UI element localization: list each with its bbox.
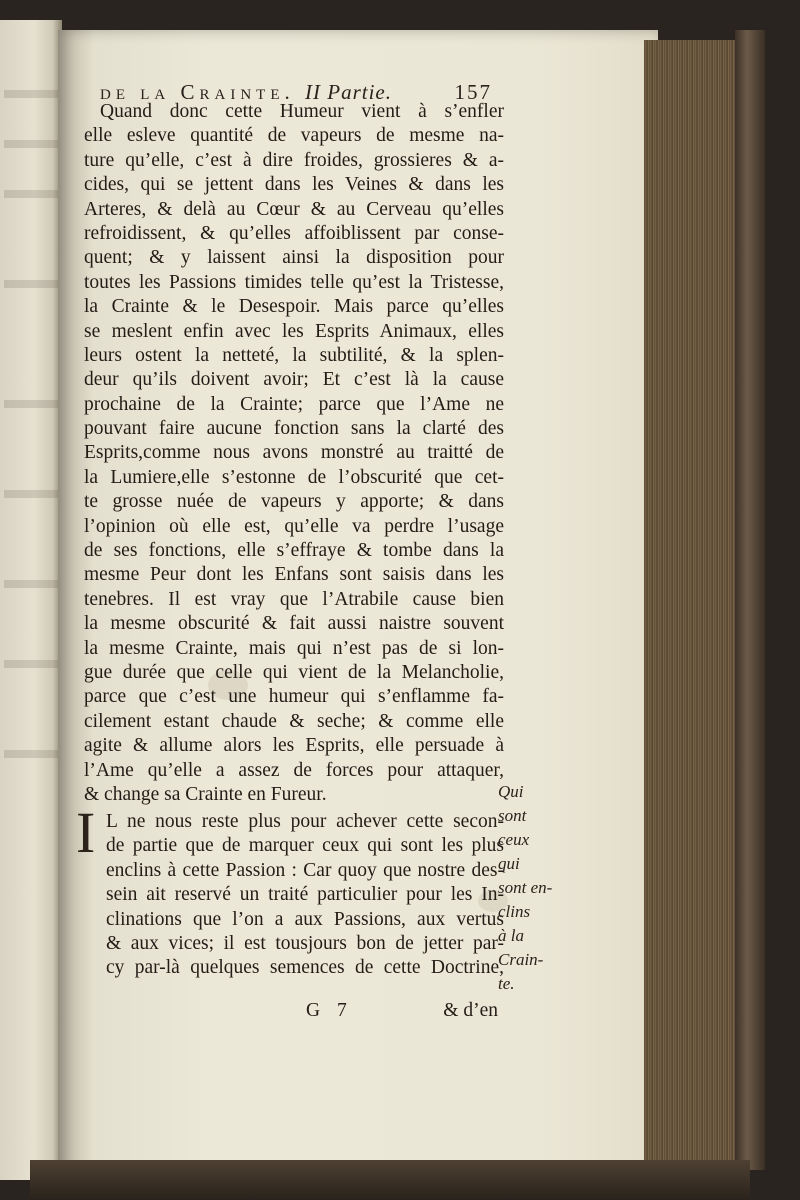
text-line: deur qu’ils doivent avoir; Et c’est là la cause [84,369,504,391]
marginal-note [498,780,558,996]
margin-word: sont [498,806,527,825]
margin-word: sont en- [498,878,553,897]
text-line: te grosse nuée de vapeurs y apporte; & dans [84,491,504,513]
second-paragraph [76,800,504,981]
text-line: cilement estant chaude & seche; & comme elle [84,710,504,732]
text-line: gue durée que celle qui vient de la Melancholie, [84,661,504,683]
text-line: ture qu’elle, c’est à dire froides, grossieres & a- [84,149,504,171]
running-head-part: II Partie. [305,80,392,104]
margin-word: clins [498,902,531,921]
text-line: L ne nous reste plus pour achever cette secon- [106,811,504,832]
text-line: la mesme obscurité & fait aussi naistre souvent [84,613,504,635]
text-line: cides, qui se jettent dans les Veines & dans les [84,174,504,196]
text-line: mesme Peur dont les Enfans sont saisis dans les [84,564,504,586]
text-line: pouvant faire aucune fonction sans la clarté des [84,418,504,440]
margin-word: qui [498,854,520,873]
text-line: Arteres, & delà au Cœur & au Cerveau qu’elles [84,198,504,220]
signature-mark: G 7 [306,1000,353,1021]
text-line: la Crainte & le Desespoir. Mais parce qu’elles [84,296,504,318]
margin-word: Qui [498,782,524,801]
text-line: toutes les Passions timides telle qu’est la Tristesse, [84,271,504,293]
text-line: l’Ame qu’elle a assez de forces pour attaquer, [84,759,504,781]
margin-word: Crain- [498,950,544,969]
text-line: clinations que l’on a aux Passions, aux vertus [106,908,504,930]
text-line: Quand donc cette Humeur vient à s’enfler [100,101,504,122]
text-line: cy par-là quelques semences de cette Doctrine, [106,957,504,979]
page-footer [84,1000,504,1022]
text-line: l’opinion où elle est, qu’elle va perdre l’usage [84,515,504,537]
text-line: la Lumiere,elle s’estonne de l’obscurité que cet- [84,466,504,488]
margin-word: ceux [498,830,530,849]
text-line: tenebres. Il est vray que l’Atrabile cause bien [84,588,504,610]
margin-word: à la [498,926,524,945]
text-line: agite & allume alors les Esprits, elle persuade à [84,735,504,757]
page-number: 157 [454,80,492,104]
text-line: leurs ostent la netteté, la subtilité, & la splen- [84,344,504,366]
margin-word: te. [498,974,515,993]
drop-cap: I [76,800,96,865]
text-line: se meslent enfin avec les Esprits Animaux, elles [84,320,504,342]
page-fore-edge [644,40,744,1160]
text-line: de ses fonctions, elle s’effraye & tombe dans la [84,540,504,562]
text-line: de partie que de marquer ceux qui sont les plus [106,835,504,857]
text-line: la mesme Crainte, mais qui n’est pas de si lon- [84,637,504,659]
main-paragraph [84,100,504,807]
book-cover-edge [735,30,765,1170]
text-line: sein ait reservé un traité particulier pour les In- [106,884,504,906]
text-line: elle esleve quantité de vapeurs de mesme na- [84,125,504,147]
text-line: & aux vices; il est tousjours bon de jetter par- [106,932,504,954]
text-line: Esprits,comme nous avons monstré au traitté de [84,442,504,464]
running-head-caps: de la Crainte. [100,80,295,104]
text-line: & change sa Crainte en Fureur. [84,783,327,805]
text-line: parce que c’est une humeur qui s’enflamme fa- [84,686,504,708]
book-bottom-edge [30,1160,750,1200]
text-line: prochaine de la Crainte; parce que l’Ame ne [84,393,504,415]
text-line: quent; & y laissent ainsi la disposition pour [84,247,504,269]
previous-page-edge [0,20,62,1180]
text-line: enclins à cette Passion : Car quoy que nostre des- [106,859,504,881]
text-line: refroidissent, & qu’elles affoiblissent par conse- [84,222,504,244]
catchword: & d’en [443,1000,498,1021]
